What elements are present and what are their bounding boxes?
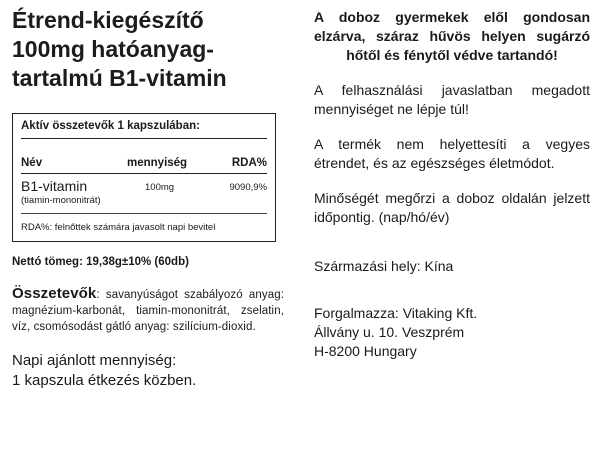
distributor-line-1: Forgalmazza: Vitaking Kft.	[314, 305, 478, 321]
nutrient-amount: 100mg	[145, 182, 175, 193]
nutrient-name: B1-vitamin	[21, 178, 88, 194]
distributor-line-2: Állvány u. 10. Veszprém	[314, 324, 465, 340]
title-line-3: tartalmú B1-vitamin	[12, 65, 227, 91]
nutrient-subname: (tiamin-mononitrát)	[21, 195, 101, 206]
dose-line-2: 1 kapszula étkezés közben.	[12, 372, 197, 389]
net-weight: Nettó tömeg: 19,38g±10% (60db)	[12, 256, 189, 268]
ingredients-text: : savanyúságot szabályozó anyag: magnézium-karbonát, tiamin-mononitrát, zselatin, víz, csomósodást gátló anyag: szilícium-dioxid.	[12, 289, 284, 333]
nutrition-footnote: RDA%: felnőttek számára javasolt napi bevitel	[21, 222, 216, 233]
distributor-line-3: H-8200 Hungary	[314, 343, 417, 359]
ingredients	[12, 286, 284, 335]
origin: Származási hely: Kína	[314, 258, 454, 274]
col-name-header: Név	[21, 157, 43, 169]
product-title	[12, 6, 284, 93]
ingredients-label: Összetevők	[12, 285, 97, 302]
title-line-1: Étrend-kiegészítő	[12, 7, 204, 33]
nutrient-cell	[21, 178, 127, 207]
col-rda-header: RDA%	[231, 157, 267, 169]
dose-line-1: Napi ajánlott mennyiség:	[12, 352, 177, 369]
right-column	[314, 6, 590, 361]
best-before-notice: Minőségét megőrzi a doboz oldalán jelzett időpontig. (nap/hó/év)	[314, 190, 590, 225]
diet-notice: A termék nem helyettesíti a vegyes étrendet, és az egészséges életmódot.	[314, 136, 590, 171]
nutrition-table	[12, 113, 276, 242]
left-column	[12, 6, 284, 391]
nutrient-rda: 9090,9%	[229, 182, 267, 193]
nutrition-heading: Aktív összetevők 1 kapszulában:	[21, 120, 200, 132]
daily-dose	[12, 351, 284, 391]
storage-warning: A doboz gyermekek elől gondosan elzárva, száraz hűvös helyen sugárzó hőtől és fénytől védve tartandó!	[314, 9, 590, 63]
dosage-warning: A felhasználási javaslatban megadott mennyiséget ne lépje túl!	[314, 82, 590, 117]
distributor	[314, 304, 590, 361]
title-line-2: 100mg hatóanyag-	[12, 36, 214, 62]
nutrition-header-row	[21, 139, 267, 173]
col-amount-header: mennyiség	[127, 157, 188, 169]
nutrition-row	[21, 174, 267, 213]
